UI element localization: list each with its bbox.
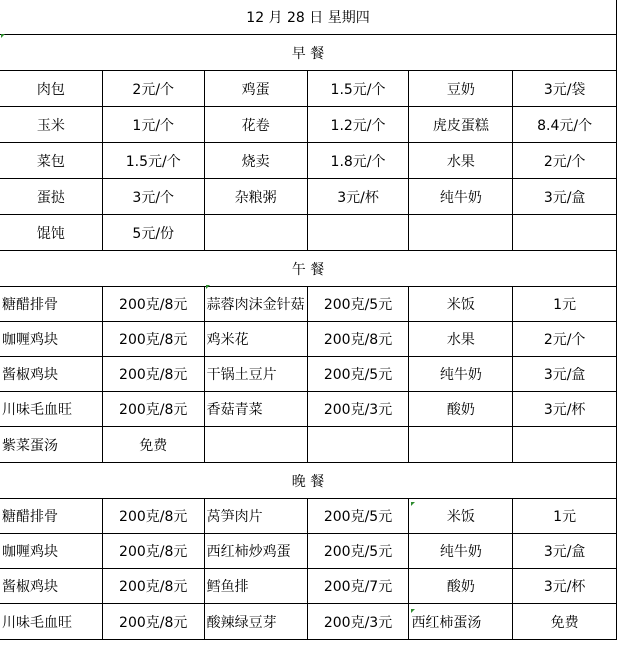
item-price: 1元 [513, 287, 617, 322]
item-price: 200克/5元 [307, 357, 409, 392]
item-name: 鸡米花 [204, 322, 307, 357]
table-row [0, 287, 617, 322]
item-name: 虎皮蛋糕 [409, 107, 513, 143]
item-name: 纯牛奶 [409, 179, 513, 215]
empty-cell [409, 215, 513, 251]
item-price: 200克/8元 [102, 322, 204, 357]
item-name: 川味毛血旺 [0, 392, 102, 427]
item-price: 5元/份 [102, 215, 204, 251]
item-price: 200克/5元 [307, 499, 409, 534]
item-price: 2元/个 [513, 322, 617, 357]
item-price: 1元/个 [102, 107, 204, 143]
item-name: 干锅土豆片 [204, 357, 307, 392]
item-name: 花卷 [204, 107, 307, 143]
item-name: 豆奶 [409, 71, 513, 107]
empty-cell [204, 215, 307, 251]
item-name: 纯牛奶 [409, 534, 513, 569]
item-name: 香菇青菜 [204, 392, 307, 427]
table-row [0, 107, 617, 143]
table-row [0, 392, 617, 427]
item-price: 200克/8元 [307, 322, 409, 357]
item-name: 肉包 [0, 71, 102, 107]
item-price: 3元/盒 [513, 357, 617, 392]
cell-comment-marker [411, 609, 415, 613]
cell-comment-marker [411, 502, 415, 506]
lunch-title: 午 餐 [0, 251, 617, 287]
item-name: 蒜蓉肉沫金针菇 [204, 287, 307, 322]
item-name: 紫菜蛋汤 [0, 427, 102, 463]
item-price: 8.4元/个 [513, 107, 617, 143]
item-name: 米饭 [409, 287, 513, 322]
table-row [0, 179, 617, 215]
item-price: 200克/8元 [102, 287, 204, 322]
item-name: 西红柿蛋汤 [409, 604, 513, 640]
item-price: 1.5元/个 [307, 71, 409, 107]
item-name: 咖喱鸡块 [0, 322, 102, 357]
item-name: 水果 [409, 322, 513, 357]
item-name: 川味毛血旺 [0, 604, 102, 640]
table-row [0, 534, 617, 569]
item-price: 3元/袋 [513, 71, 617, 107]
empty-cell [307, 215, 409, 251]
item-name: 西红柿炒鸡蛋 [204, 534, 307, 569]
item-name: 鸡蛋 [204, 71, 307, 107]
item-name: 酸奶 [409, 569, 513, 604]
empty-cell [409, 427, 513, 463]
item-price: 2元/个 [102, 71, 204, 107]
item-price: 3元/杯 [513, 392, 617, 427]
item-name: 咖喱鸡块 [0, 534, 102, 569]
item-name: 莴笋肉片 [204, 499, 307, 534]
item-price: 1元 [513, 499, 617, 534]
item-price: 3元/个 [102, 179, 204, 215]
item-price: 200克/5元 [307, 534, 409, 569]
table-row [0, 427, 617, 463]
item-price: 免费 [102, 427, 204, 463]
item-name: 酱椒鸡块 [0, 357, 102, 392]
item-name: 米饭 [409, 499, 513, 534]
item-price: 1.2元/个 [307, 107, 409, 143]
item-name: 杂粮粥 [204, 179, 307, 215]
item-price: 200克/5元 [307, 287, 409, 322]
item-price: 3元/杯 [307, 179, 409, 215]
item-name: 糖醋排骨 [0, 287, 102, 322]
table-row [0, 569, 617, 604]
item-price: 200克/7元 [307, 569, 409, 604]
empty-cell [307, 427, 409, 463]
cell-comment-marker [1, 34, 5, 38]
table-row [0, 215, 617, 251]
item-name: 糖醋排骨 [0, 499, 102, 534]
item-price: 3元/盒 [513, 179, 617, 215]
item-name: 烧卖 [204, 143, 307, 179]
dinner-title: 晚 餐 [0, 463, 617, 499]
table-row [0, 71, 617, 107]
item-name: 酸奶 [409, 392, 513, 427]
breakfast-title: 早 餐 [0, 35, 617, 71]
item-price: 200克/3元 [307, 604, 409, 640]
table-row [0, 143, 617, 179]
date-row [0, 0, 617, 35]
section-header-lunch [0, 251, 617, 287]
item-price: 200克/8元 [102, 357, 204, 392]
item-name: 馄饨 [0, 215, 102, 251]
section-header-breakfast [0, 35, 617, 71]
item-name: 水果 [409, 143, 513, 179]
item-price: 200克/8元 [102, 604, 204, 640]
item-price: 200克/8元 [102, 534, 204, 569]
item-price: 免费 [513, 604, 617, 640]
item-price: 3元/杯 [513, 569, 617, 604]
item-name: 蛋挞 [0, 179, 102, 215]
table-row [0, 322, 617, 357]
item-price: 1.8元/个 [307, 143, 409, 179]
table-row [0, 499, 617, 534]
item-price: 3元/盒 [513, 534, 617, 569]
section-header-dinner [0, 463, 617, 499]
cell-comment-marker [206, 285, 210, 289]
item-price: 200克/8元 [102, 392, 204, 427]
table-row [0, 357, 617, 392]
item-name: 鳕鱼排 [204, 569, 307, 604]
empty-cell [513, 427, 617, 463]
table-row [0, 604, 617, 640]
date-header: 12 月 28 日 星期四 [0, 0, 617, 35]
item-price: 1.5元/个 [102, 143, 204, 179]
item-name: 菜包 [0, 143, 102, 179]
item-price: 2元/个 [513, 143, 617, 179]
item-name: 酱椒鸡块 [0, 569, 102, 604]
item-name: 玉米 [0, 107, 102, 143]
empty-cell [204, 427, 307, 463]
empty-cell [513, 215, 617, 251]
item-name: 酸辣绿豆芽 [204, 604, 307, 640]
item-price: 200克/8元 [102, 499, 204, 534]
item-price: 200克/8元 [102, 569, 204, 604]
item-price: 200克/3元 [307, 392, 409, 427]
item-name: 纯牛奶 [409, 357, 513, 392]
